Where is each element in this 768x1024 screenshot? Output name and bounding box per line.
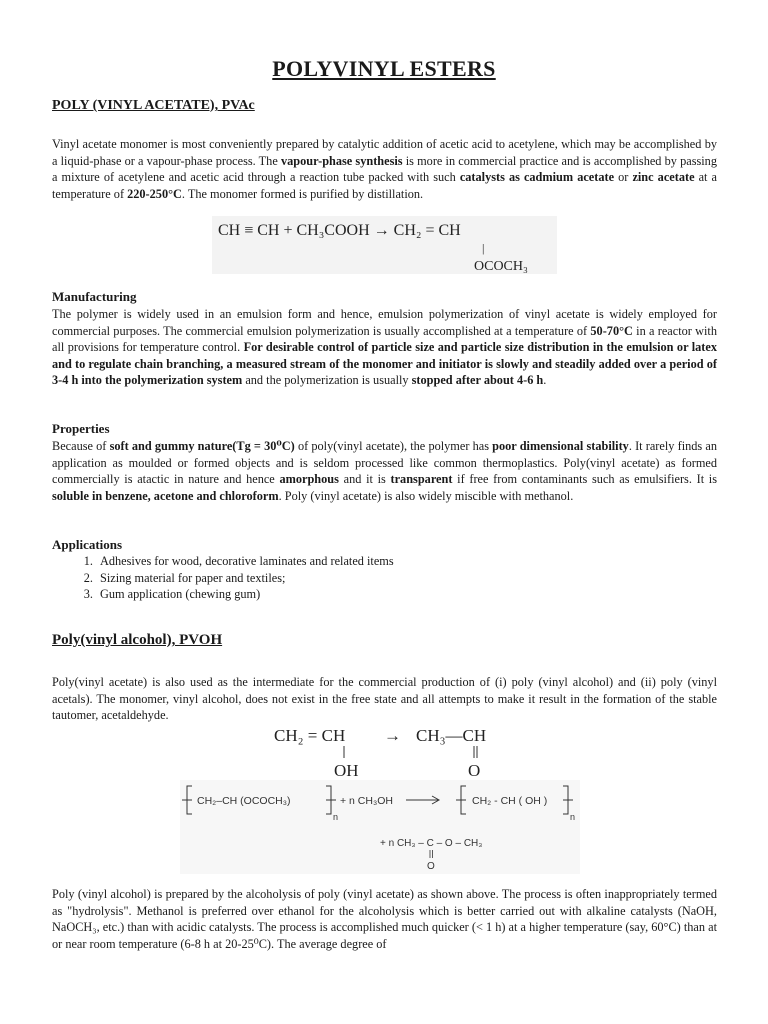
text-run: . It rarely finds an application as moulded or formed objects and is seldom processed like common thermoplastics. Poly(vinyl acetate) as formed commercially is atactic in nature and hence [52,439,717,487]
emphasis-text: 220-250°C [127,186,182,201]
methanol-reagent: + n CH₃OH [340,795,393,807]
text-run: or [614,170,633,185]
pvoh-repeat-unit: CH₂ - CH ( OH ) [472,795,548,807]
pvac-heading: POLY (VINYL ACETATE), PVAc [52,98,255,113]
emphasis-text: vapour-phase synthesis [280,153,403,168]
emphasis-text: For desirable control of particle size and particle size distribution in the emulsion or latex and to regulate chain branching, a measured stream of the monomer and initiator is slowly and steadily added over a period of 3-4 h into the polymerization system [52,340,717,388]
text-run: . [543,373,547,388]
pvoh-body-paragraph [52,886,717,952]
emphasis-text: catalysts as cadmium acetate [459,170,615,185]
text-run: Because of [52,439,110,453]
text-run: in a reactor with all provisions for temperature control. [52,323,717,355]
alcoholysis-scheme [180,780,580,874]
pvoh-intro-paragraph [52,674,717,724]
emphasis-text: poor dimensional stability [492,439,629,453]
text-run: and it is [338,472,391,487]
text-run: . Poly (vinyl acetate) is also widely miscible with methanol. [278,488,574,503]
text-run: of poly(vinyl acetate), the polymer has [294,439,493,453]
pvac-repeat-unit: CH₂–CH (OCOCH₃) [197,795,291,807]
text-run: The polymer is widely used in an emulsion form and hence, emulsion polymerization of vinyl acetate is widely employed for commercial purposes. The commercial emulsion polymerization is usually accomplished at a temperature of [52,307,717,338]
properties-paragraph [52,438,717,504]
emphasis-text: soluble in benzene, acetone and chloroform [52,488,279,503]
methyl-acetate-byproduct: + n CH₃ – C – O – CH₃ [380,838,483,849]
emphasis-text: amorphous [279,472,339,487]
emphasis-text: zinc acetate [632,170,695,185]
tautomer-equation [268,722,498,780]
text-run: and the polymerization is usually [242,373,412,388]
emphasis-text: 50-70°C [590,323,633,338]
text-run: . The monomer formed is purified by distillation. [181,186,424,201]
text-run: Poly (vinyl alcohol) is prepared by the alcoholysis of poly (vinyl acetate) as shown above. The process is often inappropriately termed as "hydrolysis". Methanol is preferred over ethanol for the alcoholysis which is better carried out with alkaline catalysts (NaOH, NaOCH₃, etc.) than with acidic catalysts. The process is accomplished much quicker (< 1 h) at a higher temperature (say, 60°C) than at or near room temperature (6-8 h at 20-25⁰C). The average degree of [52,887,717,951]
page-title: POLYVINYL ESTERS [272,56,496,81]
applications-heading: Applications [52,537,123,552]
reaction-substituent: OCOCH₃ [474,259,528,274]
applications-list [52,553,596,603]
vinyl-alcohol-formula: CH₂ = CH [274,726,346,745]
byproduct-carbonyl: O [427,861,435,872]
list-item: 1. Adhesives for wood, decorative laminates and related items [96,553,596,570]
emphasis-text: stopped after about 4-6 h [411,373,544,388]
vinyl-acetate-synthesis-equation [212,216,557,274]
emphasis-text: transparent [390,472,453,487]
text-run: at a temperature of [52,170,717,201]
text-run: Vinyl acetate monomer is most conveniently prepared by catalytic addition of acetic acid to acetylene, which may be accomplished by a liquid-phase or a vapour-phase process. The [52,137,717,168]
hydroxyl-label: OH [334,761,359,780]
emphasis-text: soft and gummy nature(Tg = 30⁰C) [109,439,295,453]
text-run: Poly(vinyl acetate) is also used as the intermediate for the commercial production of (i) poly (vinyl alcohol) and (ii) poly (vinyl acetals). The monomer, vinyl alcohol, does not exist in the free state and all attempts to make it result in the formation of the stable tautomer, acetaldehyde. [52,675,717,723]
reaction-equation: CH ≡ CH + CH₃COOH → CH₂ = CH [218,222,461,239]
arrow-icon: → [384,726,401,745]
manufacturing-heading: Manufacturing [52,289,137,304]
list-item: 3. Gum application (chewing gum) [96,586,596,603]
repeat-n: n [333,812,339,822]
list-item: 2. Sizing material for paper and textiles; [96,570,596,587]
acetaldehyde-formula: CH₃—CH [416,726,487,745]
manufacturing-paragraph [52,306,717,389]
repeat-n: n [570,812,576,822]
pvac-intro-paragraph [52,136,717,202]
pvoh-heading: Poly(vinyl alcohol), PVOH [52,632,223,648]
text-run: if free from contaminants such as emulsifiers. It is [452,472,718,487]
text-run: is more in commercial practice and is accomplished by passing a mixture of acetylene and acetic acid through a reaction tube packed with such [52,153,717,185]
properties-heading: Properties [52,421,110,436]
reaction-bond: | [482,241,485,255]
carbonyl-label: O [468,761,481,780]
